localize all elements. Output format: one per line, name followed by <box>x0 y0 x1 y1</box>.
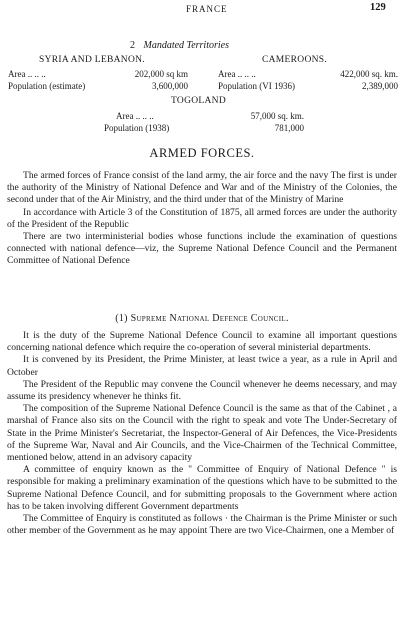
section-heading <box>130 40 229 51</box>
paragraph: In accordance with Article 3 of the Constitution of 1875, all armed forces are under the authority of the President of the Republic <box>7 206 397 230</box>
paragraph: It is the duty of the Supreme National Defence Council to examine all important questions concerning national defence which require the co-operation of several ministerial departments. <box>7 330 397 354</box>
togoland-name: TOGOLAND <box>171 96 226 106</box>
council-body <box>7 330 397 537</box>
paragraph: A committee of enquiry known as the " Committee of Enquiry of National Defence " is responsible for making a preliminary examination of the questions which have to be submitted to the Supreme National Defence Council, and for submitting proposals to the Government where action has to be taken involving different Government departments <box>7 464 397 512</box>
paragraph: It is convened by its President, the Prime Minister, at least twice a year, as a rule in April and October <box>7 354 397 378</box>
syria-population-label: Population (estimate) <box>8 81 86 91</box>
cameroons-population-label: Population (VI 1936) <box>218 81 295 91</box>
syria-area-value: 202,000 sq km <box>134 69 188 79</box>
cameroons-population-row <box>218 81 398 93</box>
section-number: 2 <box>130 40 135 51</box>
section-title: Mandated Territories <box>143 40 229 51</box>
armed-forces-title: ARMED FORCES. <box>149 146 255 160</box>
togoland-area-label: Area .. .. .. <box>116 111 154 121</box>
togoland-area-row <box>104 111 304 123</box>
council-heading-title: Supreme National Defence Council. <box>130 313 289 324</box>
syria-name: SYRIA AND LEBANON. <box>39 55 145 65</box>
syria-area-row <box>8 69 188 81</box>
cameroons-stats <box>218 69 398 95</box>
syria-population-value: 3,600,000 <box>152 81 188 91</box>
cameroons-area-value: 422,000 sq. km. <box>340 69 398 79</box>
paragraph: The armed forces of France consist of the land army, the air force and the navy The first is under the authority of the Ministry of National Defence and War and of the Ministry of the Colonies, the second under that of the Air Ministry, and the third under that of the Ministry of Marine <box>7 170 397 206</box>
togoland-population-label: Population (1938) <box>104 123 170 133</box>
cameroons-population-value: 2,389,000 <box>362 81 398 91</box>
cameroons-name: CAMEROONS. <box>262 55 328 65</box>
togoland-stats <box>104 111 304 137</box>
cameroons-area-row <box>218 69 398 81</box>
cameroons-area-label: Area .. .. .. <box>218 69 256 79</box>
paragraph: The Committee of Enquiry is constituted as follows · the Chairman is the Prime Minister or such other member of the Government as he may appoint There are two Vice-Chairmen, one a Member of <box>7 513 397 537</box>
togoland-population-row <box>104 123 304 135</box>
syria-stats <box>8 69 188 95</box>
syria-population-row <box>8 81 188 93</box>
armed-forces-body <box>7 170 397 268</box>
page-number: 129 <box>370 2 386 13</box>
paragraph: The composition of the Supreme National Defence Council is the same as that of the Cabinet , a marshal of France also sits on the Council with the right to speak and vote The Under-Secretary of State in the Prime Minister's Secretariat, the Inspector-General of Air Defences, the Vice-Presidents of the Supreme War, Naval and Air Councils, and the Vice-Chairmen of the Technical Committee, mentioned below, attend in an advisory capacity <box>7 403 397 464</box>
paragraph: The President of the Republic may convene the Council whenever he deems necessary, and may assume its presidency whenever he thinks fit. <box>7 378 397 403</box>
togoland-population-value: 781,000 <box>274 123 304 133</box>
council-heading-number: (1) <box>115 313 128 324</box>
council-heading <box>0 313 404 324</box>
running-head: FRANCE <box>186 4 228 14</box>
paragraph: There are two interministerial bodies whose functions include the examination of questions connected with national defence—viz, the Supreme National Defence Council and the Permanent Committee of National Defence <box>7 231 397 267</box>
syria-area-label: Area .. .. .. <box>8 69 46 79</box>
togoland-area-value: 57,000 sq. km. <box>250 111 304 121</box>
